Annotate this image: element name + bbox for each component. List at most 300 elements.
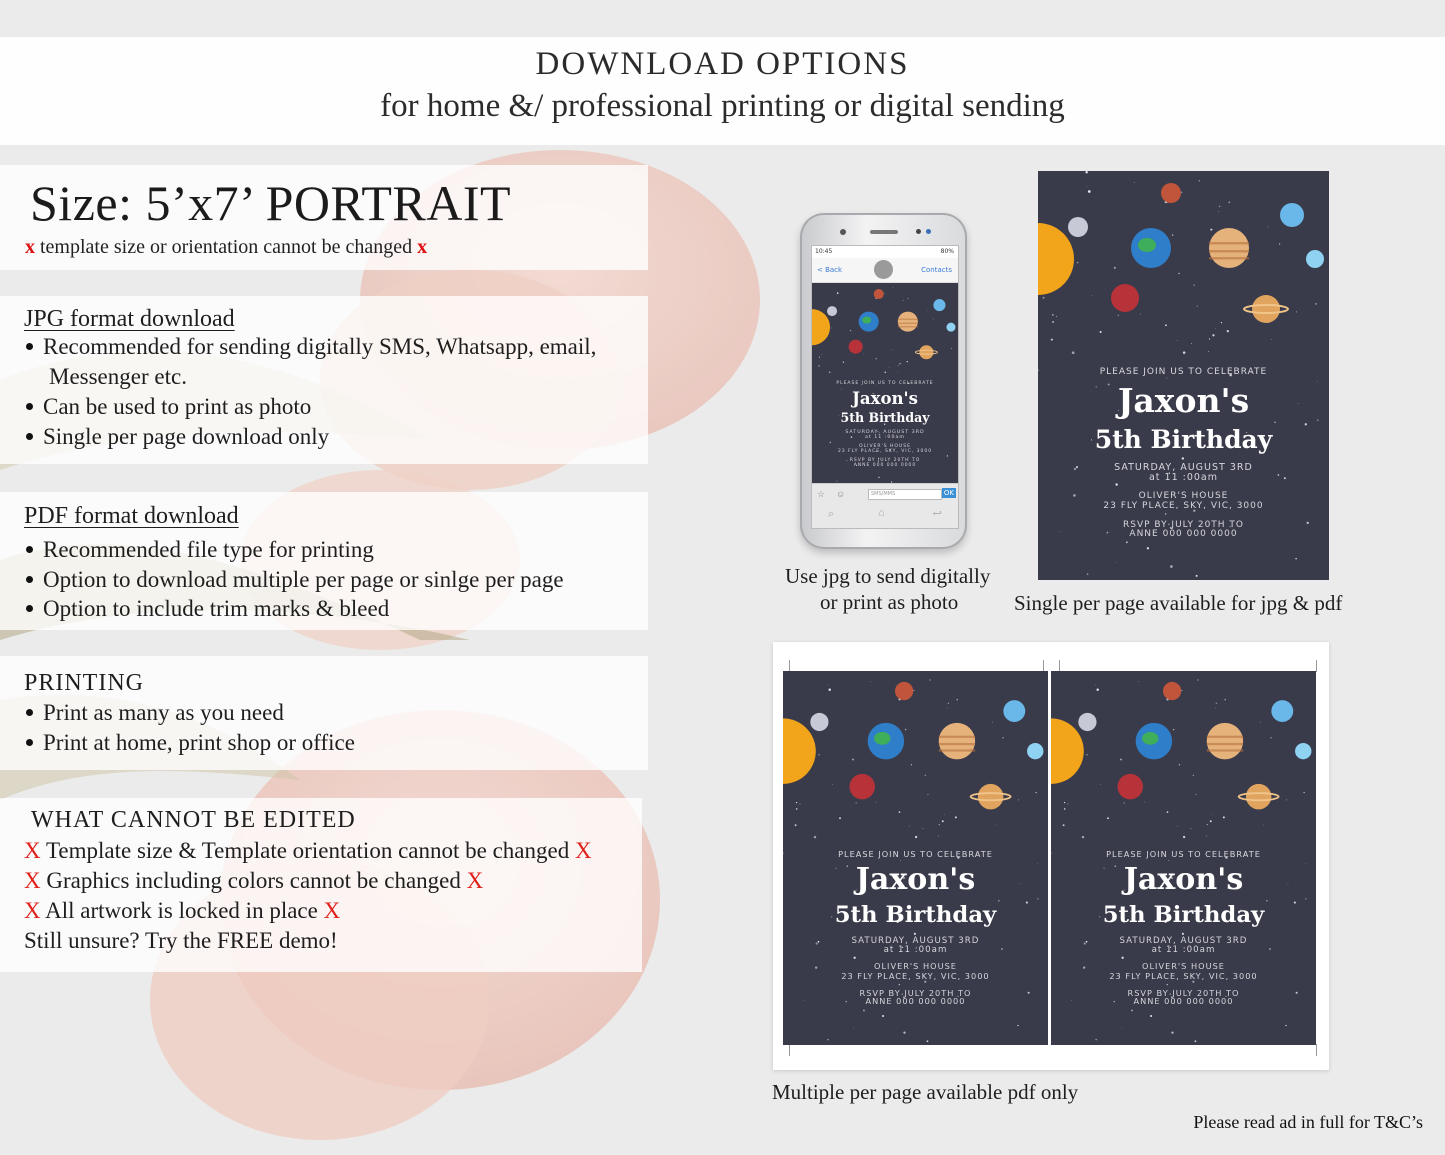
star-dot [1140, 314, 1141, 315]
earth-land [1138, 238, 1156, 252]
invite-contact: ANNE 000 000 0000 [865, 996, 966, 1006]
demo-text: Still unsure? Try the FREE demo! [24, 928, 338, 953]
bullet-icon [26, 433, 33, 440]
star-dot [1315, 303, 1317, 305]
star-dot [850, 330, 851, 331]
jupiter-band [939, 743, 975, 745]
invite-date: SATURDAY, AUGUST 3RD [845, 429, 925, 435]
jpg-bullet: Single per page download only [24, 424, 329, 450]
venus-icon [849, 774, 874, 799]
star-dot [1181, 690, 1182, 691]
star-dot [1177, 340, 1178, 341]
star-dot [1168, 860, 1169, 861]
send-ok-button[interactable]: OK [943, 489, 954, 497]
star-dot [1018, 799, 1019, 800]
star-dot [939, 824, 940, 825]
star-dot [900, 860, 901, 861]
phone-nav-bar [812, 258, 958, 283]
mars-icon [1163, 682, 1181, 700]
invite-rsvp: RSVP BY JULY 20TH TO [849, 458, 921, 464]
red-x-icon: X [466, 868, 484, 893]
star-dot [1100, 784, 1101, 785]
invite-name: Jaxon's [852, 388, 918, 409]
star-dot [1167, 984, 1168, 985]
phone-back-button[interactable]: < Back [817, 266, 843, 274]
star-dot [1212, 334, 1214, 336]
star-dot [927, 310, 928, 311]
star-dot [1150, 1015, 1152, 1017]
phone-battery: 80% [940, 248, 954, 255]
star-dot [876, 802, 877, 803]
star-dot [1191, 343, 1192, 344]
invite-birthday: 5th Birthday [834, 902, 997, 929]
neptune-icon [1003, 700, 1025, 722]
bullet-icon [26, 709, 33, 716]
sun-icon [812, 309, 830, 345]
star-dot [913, 690, 914, 691]
star-dot [1271, 339, 1272, 340]
invite-time: at 11 :00am [883, 945, 948, 956]
home-icon[interactable]: ⌂ [878, 507, 885, 519]
star-dot [992, 722, 993, 723]
star-dot [1170, 565, 1173, 568]
star-dot [1124, 802, 1125, 803]
jupiter-band [1209, 250, 1249, 253]
invite-birthday: 5th Birthday [1102, 902, 1265, 929]
star-dot [878, 477, 880, 479]
star-dot [914, 933, 916, 935]
search-icon[interactable]: ⌕ [828, 508, 835, 520]
star-dot [1085, 171, 1087, 173]
bullet-icon [26, 343, 33, 350]
invite-name: Jaxon's [1123, 862, 1244, 898]
star-dot [1165, 324, 1167, 326]
star-dot [1035, 792, 1036, 793]
invite-place: OLIVER'S HOUSE [874, 961, 957, 972]
sun-icon [783, 718, 816, 784]
trim-mark [1316, 1044, 1317, 1056]
jpg-bullet-continuation: Messenger etc. [49, 364, 187, 389]
star-dot [1210, 229, 1212, 231]
edit-line: X Template size & Template orientation cannot be changed X [24, 838, 592, 863]
star-dot [899, 363, 900, 364]
single-invitation-card [1038, 171, 1329, 580]
message-input[interactable]: SMS/MMS [868, 489, 942, 500]
invite-birthday: 5th Birthday [1094, 425, 1273, 454]
star-dot [1147, 547, 1149, 549]
star-dot [1208, 351, 1209, 352]
star-dot [929, 679, 930, 680]
star-dot [1303, 792, 1304, 793]
star-dot [1268, 226, 1269, 227]
invite-time: at 11 :00am [1151, 945, 1216, 956]
star-dot [1228, 201, 1230, 203]
star-dot [884, 293, 885, 294]
pdf-bullet: Recommended file type for printing [24, 537, 374, 563]
earth-land [862, 317, 871, 324]
printing-bullet: Print at home, print shop or office [24, 730, 355, 756]
invite-address: 23 FLY PLACE, SKY, VIC, 3000 [1109, 970, 1258, 981]
star-dot [1052, 321, 1054, 323]
star-dot [903, 300, 904, 301]
uranus-icon [1306, 250, 1324, 268]
pdf-bullet: Option to include trim marks & bleed [24, 596, 389, 622]
invite-intro: PLEASE JOIN US TO CELEBRATE [836, 381, 934, 387]
invite-date: SATURDAY, AUGUST 3RD [851, 935, 980, 946]
star-dot [938, 836, 939, 837]
neptune-icon [1271, 700, 1293, 722]
jupiter-band [939, 736, 975, 738]
jupiter-icon [1207, 723, 1243, 759]
mars-icon [1161, 183, 1181, 203]
star-dot [1196, 794, 1197, 795]
star-dot [927, 1040, 929, 1042]
star-dot [1002, 737, 1003, 738]
star-dot [1037, 898, 1038, 899]
star-dot [1197, 679, 1198, 680]
invite-place: OLIVER'S HOUSE [1138, 491, 1229, 501]
star-dot [837, 292, 839, 294]
star-dot [1056, 316, 1057, 317]
star-dot [1197, 306, 1198, 307]
star-dot [818, 365, 819, 366]
star-dot [1219, 206, 1220, 207]
star-dot [1224, 699, 1226, 701]
star-dot [1279, 243, 1280, 244]
bullet-icon [26, 739, 33, 746]
star-dot [1120, 759, 1122, 761]
star-dot [1285, 1025, 1286, 1026]
invite-time: at 11 :00am [864, 434, 906, 440]
star-dot [905, 729, 907, 731]
star-dot [1212, 814, 1213, 815]
invite-name: Jaxon's [1117, 381, 1250, 420]
neptune-icon [1280, 203, 1304, 227]
star-dot [799, 804, 800, 805]
jupiter-icon [1209, 228, 1249, 268]
star-dot [947, 708, 948, 709]
star-dot [836, 481, 837, 482]
uranus-icon [1027, 743, 1043, 759]
star-dot [1195, 1040, 1197, 1042]
star-dot [1095, 1039, 1096, 1040]
neptune-icon [933, 299, 945, 311]
star-dot [1167, 378, 1168, 379]
star-dot [863, 1010, 865, 1012]
footnote: Please read ad in full for T&C’s [1193, 1112, 1423, 1132]
star-dot [1182, 933, 1184, 935]
phone-contacts-button[interactable]: Contacts [921, 266, 952, 274]
star-dot [795, 824, 797, 826]
star-dot [1215, 708, 1216, 709]
star-dot [951, 348, 952, 349]
star-dot [1144, 802, 1145, 803]
bullet-icon [26, 546, 33, 553]
star-dot [1100, 331, 1102, 333]
star-dot [1194, 284, 1195, 285]
edit-line: X Graphics including colors cannot be changed X [24, 868, 484, 893]
phone-screen [811, 245, 959, 529]
star-dot [1118, 315, 1119, 316]
star-dot [1216, 703, 1217, 704]
star-dot [1181, 192, 1182, 193]
jupiter-icon [939, 723, 975, 759]
pdf-bullet: Option to download multiple per page or sinlge per page [24, 567, 564, 593]
star-dot [796, 808, 797, 809]
saturn-icon [1252, 295, 1280, 323]
star-dot [1286, 799, 1287, 800]
invite-place: OLIVER'S HOUSE [1142, 961, 1225, 972]
star-dot [911, 764, 912, 765]
star-dot [1121, 1028, 1122, 1029]
star-dot [1305, 898, 1306, 899]
star-dot [1274, 421, 1276, 423]
star-dot [925, 775, 926, 776]
star-dot [1072, 351, 1075, 354]
phone-sensor-icon [916, 229, 921, 234]
star-dot [1263, 825, 1264, 826]
star-dot [928, 794, 929, 795]
star-dot [856, 802, 857, 803]
invite-address: 23 FLY PLACE, SKY, VIC, 3000 [837, 448, 933, 454]
invite-intro: PLEASE JOIN US TO CELEBRATE [1106, 849, 1261, 860]
invite-address: 23 FLY PLACE, SKY, VIC, 3000 [841, 970, 990, 981]
star-dot [1178, 273, 1179, 274]
star-dot [1206, 836, 1207, 837]
star-dot [1227, 330, 1229, 332]
invite-intro: PLEASE JOIN US TO CELEBRATE [838, 849, 993, 860]
saturn-icon [1246, 784, 1271, 809]
star-dot [942, 820, 944, 822]
star-dot [1218, 211, 1219, 212]
jupiter-band [898, 319, 918, 320]
star-dot [1270, 737, 1271, 738]
star-dot [1183, 351, 1186, 354]
page-title: DOWNLOAD OPTIONS [535, 46, 910, 82]
star-dot [947, 455, 948, 456]
star-dot [1086, 754, 1087, 755]
star-dot [1087, 573, 1089, 575]
star-dot [1199, 180, 1200, 181]
star-dot [1082, 836, 1084, 838]
jupiter-band [1209, 257, 1249, 260]
star-dot [1134, 182, 1135, 183]
star-dot [1191, 828, 1192, 829]
uranus-icon [946, 323, 955, 332]
invite-rsvp: RSVP BY JULY 20TH TO [1127, 987, 1240, 998]
star-dot [1064, 808, 1065, 809]
jpg-bullet: Can be used to print as photo [24, 394, 311, 420]
star-dot [1266, 900, 1268, 902]
star-dot [1131, 1010, 1133, 1012]
star-dot [915, 836, 917, 838]
star-dot [819, 357, 820, 358]
invite-intro: PLEASE JOIN US TO CELEBRATE [1099, 367, 1268, 377]
bullet-icon [26, 576, 33, 583]
star-dot [907, 361, 908, 362]
star-dot [831, 328, 832, 329]
red-x-icon: X [574, 838, 592, 863]
mars-icon [895, 682, 913, 700]
star-dot [1183, 836, 1185, 838]
star-dot [829, 371, 831, 373]
moon-icon [1068, 217, 1088, 237]
red-x-icon: X [24, 868, 41, 893]
star-dot [956, 699, 958, 701]
star-dot [1126, 541, 1128, 543]
star-dot [839, 817, 841, 819]
invite-contact: ANNE 000 000 0000 [1133, 996, 1234, 1006]
star-dot [1067, 804, 1068, 805]
star-dot [1177, 826, 1178, 827]
phone-caption-line2: or print as photo [820, 590, 959, 614]
single-caption: Single per page available for jpg & pdf [1014, 591, 1343, 615]
star-dot [1052, 314, 1053, 315]
star-dot [832, 784, 833, 785]
multiple-caption: Multiple per page available pdf only [772, 1080, 1079, 1104]
back-icon[interactable]: ↩ [932, 508, 942, 520]
red-x-icon: x [417, 236, 428, 258]
star-dot [827, 1039, 828, 1040]
trim-mark [1316, 660, 1317, 672]
contact-avatar-icon [874, 260, 893, 279]
star-dot [1207, 824, 1208, 825]
size-title: Size: 5’x7’ PORTRAIT [30, 175, 512, 231]
star-dot [892, 349, 893, 350]
star-dot [1223, 816, 1225, 818]
printing-bullet: Print as many as you need [24, 700, 284, 726]
jupiter-band [1209, 242, 1249, 245]
star-dot [1196, 575, 1198, 577]
size-note-text: template size or orientation cannot be changed [40, 236, 413, 258]
phone-caption-line1: Use jpg to send digitally [785, 564, 991, 588]
venus-icon [1111, 284, 1139, 312]
star-dot [899, 984, 900, 985]
multi-invitation-card-left [783, 671, 1048, 1045]
uranus-icon [1295, 743, 1311, 759]
star-dot [818, 754, 819, 755]
phone-status-bar [812, 246, 958, 258]
star-dot [854, 957, 856, 959]
pdf-section-title: PDF format download [24, 503, 239, 529]
invite-time: at 11 :00am [1148, 472, 1219, 483]
star-dot [1193, 775, 1194, 776]
jupiter-band [1207, 743, 1243, 745]
star-dot [1077, 262, 1079, 264]
printing-section-title: PRINTING [24, 670, 144, 696]
sun-icon [1038, 223, 1074, 295]
star-dot [944, 814, 945, 815]
star-dot [1173, 729, 1175, 731]
edit-section-title: WHAT CANNOT BE EDITED [31, 807, 356, 833]
star-dot [1260, 722, 1261, 723]
star-dot [889, 367, 890, 368]
star-dot [948, 703, 949, 704]
invite-name: Jaxon's [855, 862, 976, 898]
star-dot [1017, 1025, 1018, 1026]
emoji-icon[interactable]: ☺ [836, 489, 846, 499]
star-dot [1051, 339, 1053, 341]
star-dot [1221, 322, 1222, 323]
invite-rsvp: RSVP BY JULY 20TH TO [859, 987, 972, 998]
jupiter-band [939, 749, 975, 751]
jupiter-band [1207, 736, 1243, 738]
star-dot [909, 826, 910, 827]
star-dot [827, 685, 828, 686]
sun-icon [1051, 718, 1084, 784]
star-dot [882, 1015, 884, 1017]
star-dot [870, 681, 871, 682]
star-dot [1096, 689, 1098, 691]
multi-invitation-card-right [1051, 671, 1316, 1045]
saturn-icon [978, 784, 1003, 809]
jupiter-band [898, 323, 918, 324]
phone-camera-icon [840, 229, 846, 235]
star-dot [885, 371, 887, 373]
red-x-icon: x [25, 236, 35, 258]
earth-land [874, 732, 890, 745]
star-dot [898, 365, 899, 366]
star-dot [995, 825, 996, 826]
star-dot [852, 759, 854, 761]
invite-date: SATURDAY, AUGUST 3RD [1119, 935, 1248, 946]
star-dot [814, 836, 816, 838]
saturn-icon [919, 345, 933, 359]
earth-land [1142, 732, 1158, 745]
page-subtitle: for home &/ professional printing or digital sending [380, 88, 1065, 124]
star-dot [1063, 824, 1065, 826]
star-dot [1115, 562, 1116, 563]
phone-invitation-card [812, 283, 958, 484]
bullet-icon [26, 403, 33, 410]
moon-icon [810, 713, 828, 731]
invite-address: 23 FLY PLACE, SKY, VIC, 3000 [1103, 501, 1264, 511]
star-dot [903, 1032, 905, 1034]
star-dot [1296, 311, 1297, 312]
star-dot [1295, 558, 1296, 559]
star-dot [955, 816, 957, 818]
invite-contact: ANNE 000 000 0000 [1129, 529, 1238, 539]
star-dot [1165, 513, 1167, 515]
star-dot [843, 361, 844, 362]
star-dot [1043, 297, 1045, 299]
star-dot [1088, 190, 1091, 193]
jupiter-band [898, 326, 918, 327]
star-dot [1138, 681, 1139, 682]
red-x-icon: X [323, 898, 341, 923]
star-dot [1087, 186, 1088, 187]
invite-rsvp: RSVP BY JULY 20TH TO [1122, 520, 1245, 530]
star-icon[interactable]: ☆ [817, 489, 826, 499]
moon-icon [1078, 713, 1096, 731]
star-dot [923, 828, 924, 829]
phone-mockup [800, 213, 967, 549]
star-dot [933, 318, 934, 319]
edit-line: X All artwork is locked in place X [24, 898, 341, 923]
moon-icon [827, 306, 837, 316]
size-note [25, 236, 427, 259]
invite-birthday: 5th Birthday [840, 410, 930, 426]
jupiter-icon [898, 312, 918, 332]
jpg-section-title: JPG format download [24, 306, 235, 332]
jupiter-band [1207, 749, 1243, 751]
star-dot [853, 1028, 854, 1029]
star-dot [1182, 457, 1184, 459]
star-dot [1215, 328, 1216, 329]
star-dot [1107, 817, 1109, 819]
star-dot [828, 689, 830, 691]
star-dot [1114, 267, 1116, 269]
